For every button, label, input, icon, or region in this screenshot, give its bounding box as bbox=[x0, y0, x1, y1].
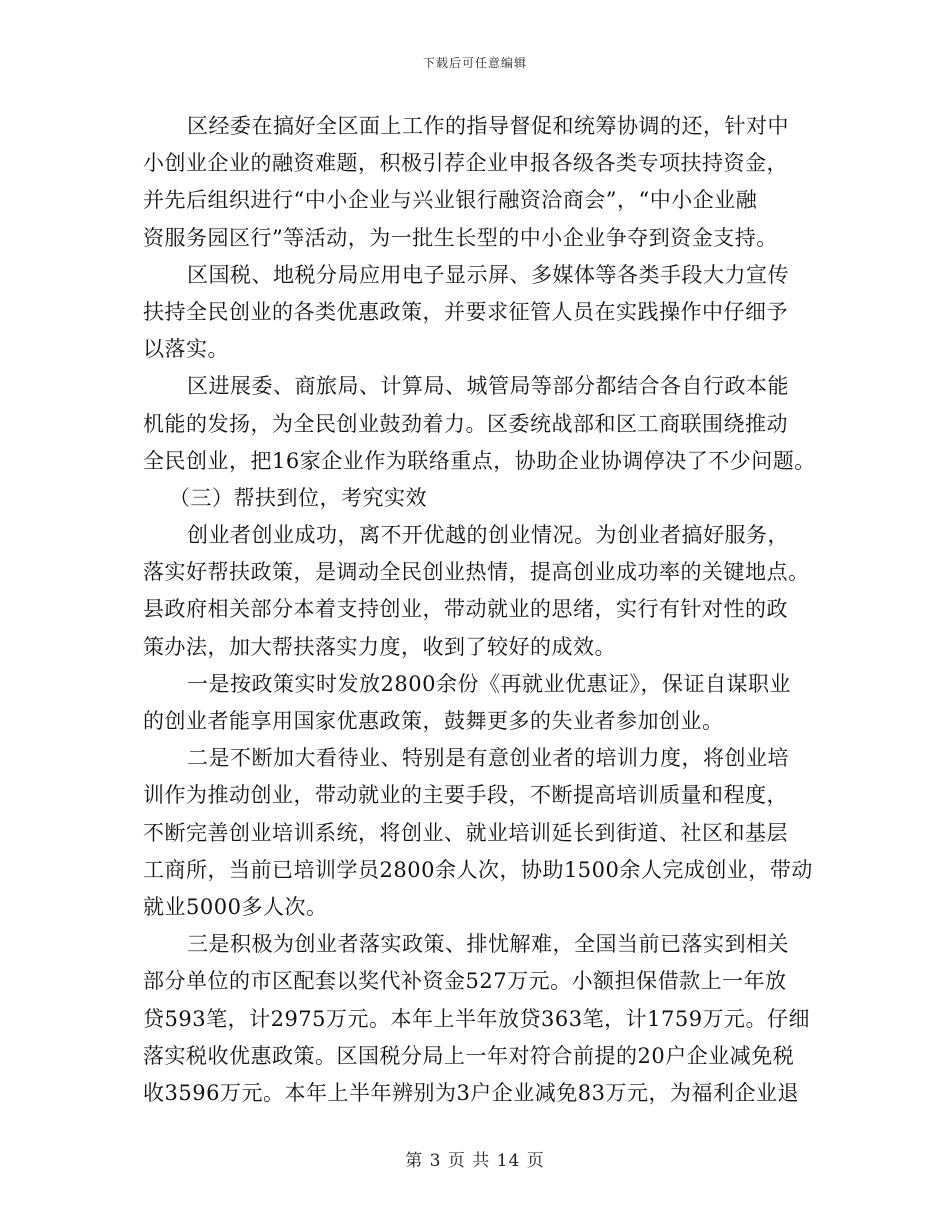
body-line: 就业5000多人次。 bbox=[143, 894, 328, 919]
body-line: 的创业者能享用国家优惠政策，鼓舞更多的失业者参加创业。 bbox=[143, 709, 724, 733]
page-number-footer: 第 3 页 共 14 页 bbox=[405, 1151, 545, 1171]
body-line: 并先后组织进行“中小企业与兴业银行融资洽商会”，“中小企业融 bbox=[143, 188, 758, 213]
page-header: 下载后可任意编辑 bbox=[422, 56, 527, 70]
body-line: 资服务园区行”等活动，为一批生长型的中小企业争夺到资金支持。 bbox=[143, 225, 778, 250]
body-line: 训作为推动创业，带动就业的主要手段，不断提高培训质量和程度， bbox=[143, 783, 788, 808]
body-line: 机能的发扬，为全民创业鼓劲着力。区委统战部和区工商联围绕推动 bbox=[143, 411, 788, 436]
body-line: 区经委在搞好全区面上工作的指导督促和统筹协调的还，针对中 bbox=[187, 114, 789, 138]
body-line: 落实好帮扶政策，是调动全民创业热情，提高创业成功率的关键地点。 bbox=[143, 560, 810, 585]
body-line: 区国税、地税分局应用电子显示屏、多媒体等各类手段大力宣传 bbox=[187, 262, 789, 287]
body-line: 策办法，加大帮扶落实力度，收到了较好的成效。 bbox=[143, 634, 616, 659]
body-line: 落实税收优惠政策。区国税分局上一年对符合前提的20户企业减免税 bbox=[143, 1043, 795, 1068]
body-line: 小创业企业的融资难题，积极引荐企业申报各级各类专项扶持资金， bbox=[143, 151, 788, 176]
body-line: 创业者创业成功，离不开优越的创业情况。为创业者搞好服务， bbox=[187, 523, 789, 548]
body-line: 以落实。 bbox=[143, 337, 229, 362]
body-line: 全民创业，把16家企业作为联络重点，协助企业协调停决了不少问题。 bbox=[143, 448, 816, 473]
section-heading: （三）帮扶到位，考究实效 bbox=[169, 485, 427, 510]
body-line: 扶持全民创业的各类优惠政策，并要求征管人员在实践操作中仔细予 bbox=[143, 299, 788, 324]
body-line: 二是不断加大看待业、特别是有意创业者的培训力度，将创业培 bbox=[187, 746, 789, 771]
body-line: 三是积极为创业者落实政策、排忧解难，全国当前已落实到相关 bbox=[187, 932, 789, 957]
body-line: 工商所，当前已培训学员2800余人次，协助1500余人完成创业，带动 bbox=[143, 857, 813, 882]
document-body bbox=[143, 108, 815, 1112]
body-line: 县政府相关部分本着支持创业，带动就业的思绪，实行有针对性的政 bbox=[143, 597, 788, 622]
body-line: 一是按政策实时发放2800余份《再就业优惠证》，保证自谋职业 bbox=[187, 671, 791, 696]
body-line: 区进展委、商旅局、计算局、城管局等部分都结合各自行政本能 bbox=[187, 374, 789, 399]
body-line: 不断完善创业培训系统，将创业、就业培训延长到街道、社区和基层 bbox=[143, 820, 788, 845]
body-line: 贷593笔，计2975万元。本年上半年放贷363笔，计1759万元。仔细 bbox=[143, 1006, 811, 1031]
body-line: 收3596万元。本年上半年辨别为3户企业减免83万元，为福利企业退 bbox=[143, 1080, 800, 1105]
body-line: 部分单位的市区配套以奖代补资金527万元。小额担保借款上一年放 bbox=[143, 969, 787, 994]
